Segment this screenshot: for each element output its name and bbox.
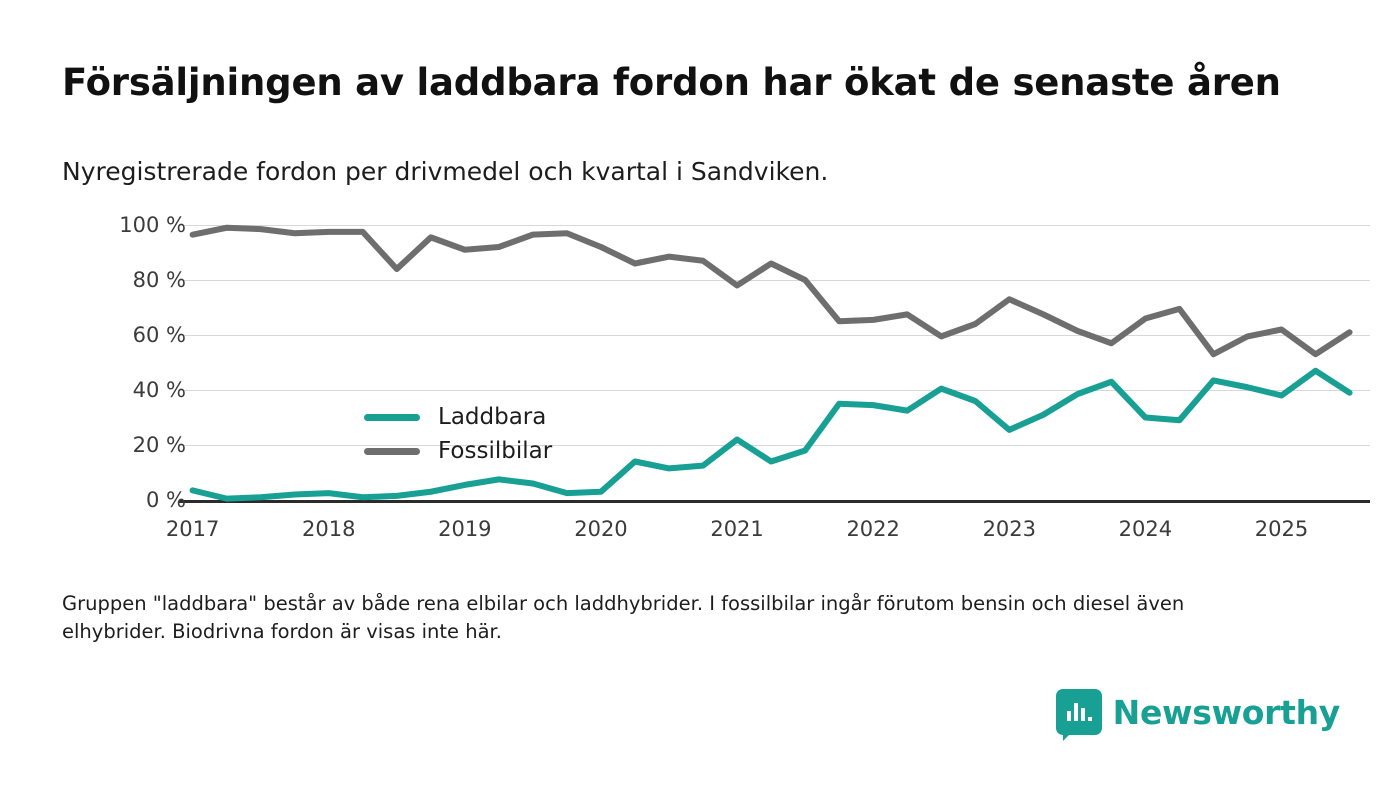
line-fossilbilar xyxy=(193,228,1350,355)
x-tick-label: 2017 xyxy=(165,517,220,541)
x-tick-label: 2025 xyxy=(1254,517,1309,541)
x-tick-label: 2021 xyxy=(710,517,764,541)
x-tick-label: 2019 xyxy=(438,517,492,541)
legend-item-laddbara xyxy=(364,400,694,434)
x-tick-label: 2018 xyxy=(301,517,356,541)
x-tick-label: 2023 xyxy=(982,517,1037,541)
plot-area xyxy=(119,213,1370,541)
brand-name: Newsworthy xyxy=(1112,692,1340,732)
y-tick-label: 100 % xyxy=(119,213,186,237)
page-title: Försäljningen av laddbara fordon har ökat de senaste åren xyxy=(62,61,1281,104)
x-axis-line xyxy=(179,500,1370,503)
chart-footnote: Gruppen "laddbara" består av både rena elbilar och laddhybrider. I fossilbilar ingår förutom bensin och diesel även elhybrider. Biodrivna fordon är visas inte här. xyxy=(62,592,1185,644)
y-tick-label: 20 % xyxy=(132,433,186,457)
x-tick-label: 2022 xyxy=(846,517,900,541)
x-tick-label: 2024 xyxy=(1118,517,1173,541)
legend-item-fossilbilar xyxy=(364,434,694,468)
legend-swatch-fossilbilar xyxy=(364,448,420,455)
legend-swatch-laddbara xyxy=(364,414,420,421)
y-tick-label: 80 % xyxy=(132,268,186,292)
x-tick-label: 2020 xyxy=(574,517,628,541)
chart-container xyxy=(62,210,1342,540)
chart-bars-icon xyxy=(1056,689,1102,735)
legend-label-fossilbilar: Fossilbilar xyxy=(438,438,553,464)
newsworthy-logo xyxy=(1056,689,1340,735)
y-tick-label: 40 % xyxy=(132,378,186,402)
chart-subtitle: Nyregistrerade fordon per drivmedel och kvartal i Sandviken. xyxy=(62,157,829,186)
chart-legend xyxy=(364,400,694,468)
series-lines xyxy=(179,225,1370,500)
y-tick-label: 60 % xyxy=(132,323,186,347)
legend-label-laddbara: Laddbara xyxy=(438,404,547,430)
y-tick-label: 0 % xyxy=(146,488,186,512)
